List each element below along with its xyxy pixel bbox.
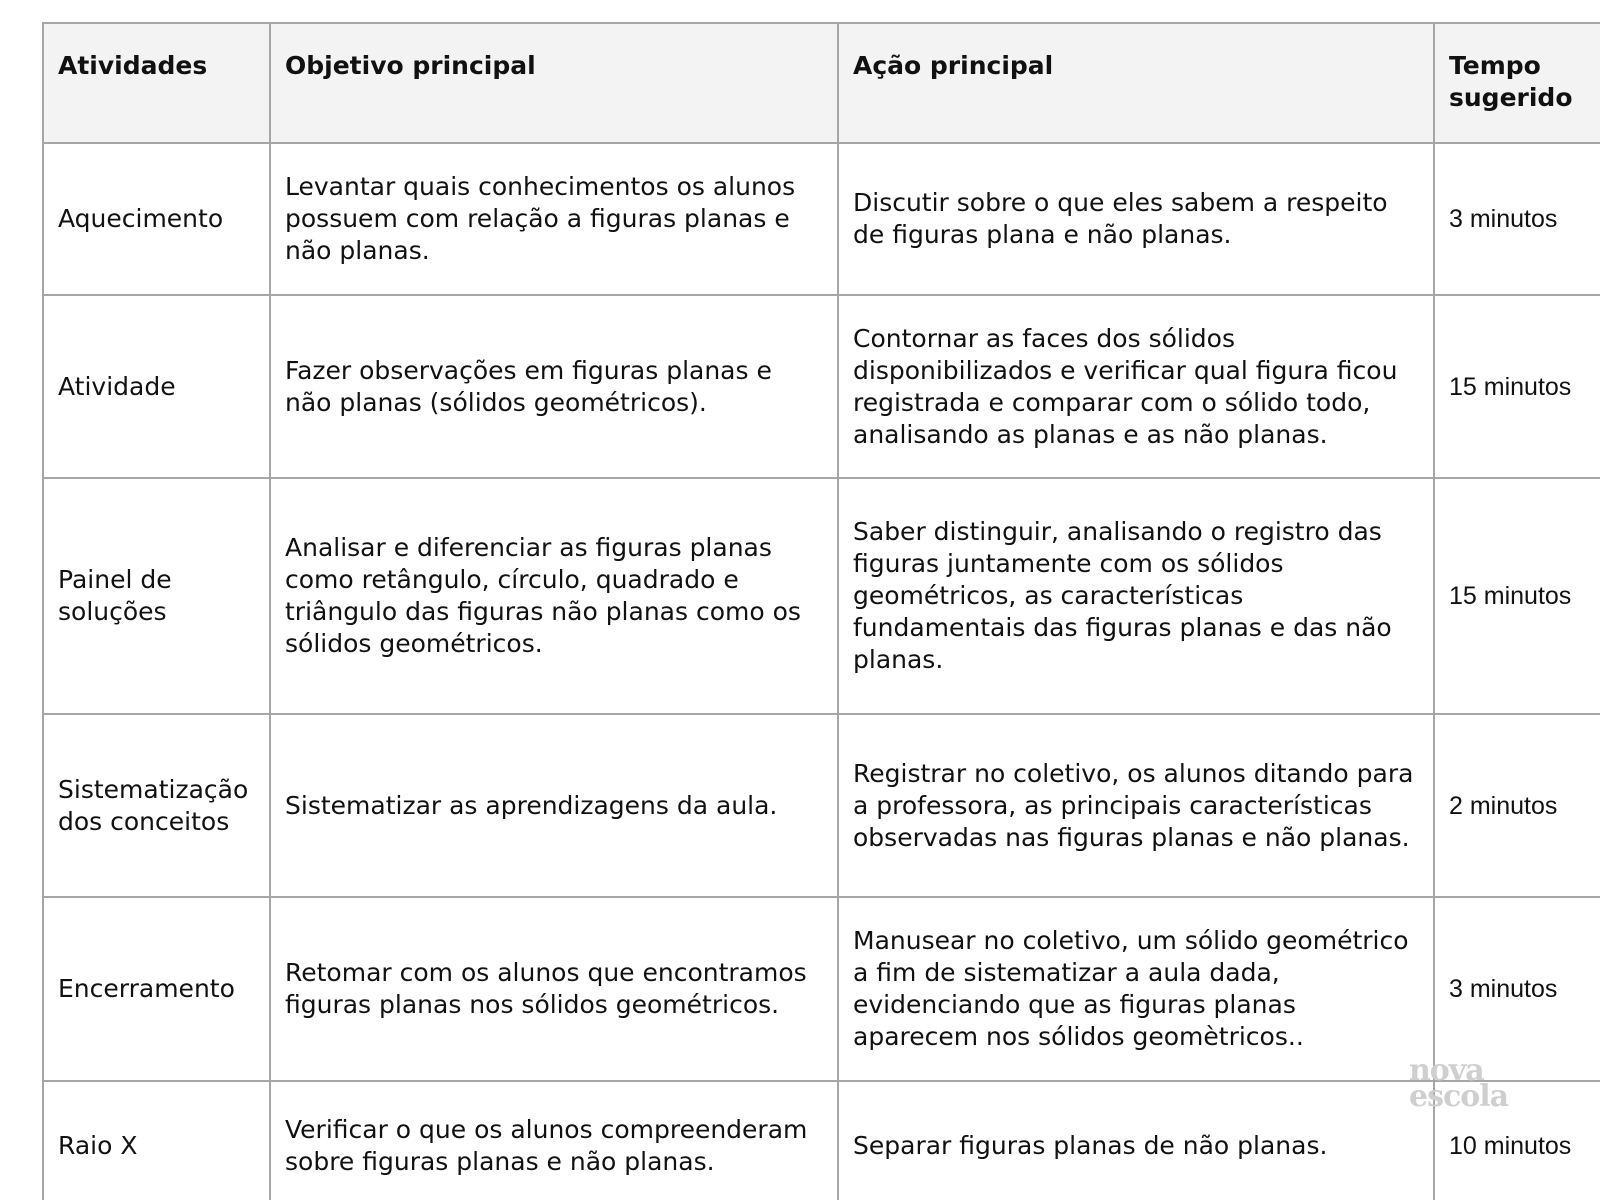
time-cell: 2 minutos xyxy=(1434,714,1600,897)
objective-cell: Levantar quais conhecimentos os alunos possuem com relação a figuras planas e não planas. xyxy=(270,143,838,295)
objective-cell: Verificar o que os alunos compreenderam sobre figuras planas e não planas. xyxy=(270,1081,838,1200)
table-row xyxy=(43,143,1600,295)
action-cell: Contornar as faces dos sólidos disponibilizados e verificar qual figura ficou registrada e comparar com o sólido todo, analisando as planas e as não planas. xyxy=(838,295,1434,478)
activity-cell: Sistematização dos conceitos xyxy=(43,714,270,897)
activity-cell: Encerramento xyxy=(43,897,270,1081)
header-tempo: Tempo sugerido xyxy=(1434,23,1600,143)
activity-cell: Raio X xyxy=(43,1081,270,1200)
action-cell: Manusear no coletivo, um sólido geométrico a fim de sistematizar a aula dada, evidenciando que as figuras planas aparecem nos sólidos geomètricos.. xyxy=(838,897,1434,1081)
objective-cell: Analisar e diferenciar as figuras planas como retângulo, círculo, quadrado e triângulo das figuras não planas como os sólidos geométricos. xyxy=(270,478,838,714)
activity-cell: Aquecimento xyxy=(43,143,270,295)
table-row xyxy=(43,1081,1600,1200)
time-cell: 3 minutos xyxy=(1434,143,1600,295)
time-cell: 15 minutos xyxy=(1434,295,1600,478)
watermark-line-1: nova xyxy=(1409,1053,1484,1088)
action-cell: Registrar no coletivo, os alunos ditando para a professora, as principais características observadas nas figuras planas e não planas. xyxy=(838,714,1434,897)
activity-cell: Painel de soluções xyxy=(43,478,270,714)
table-row xyxy=(43,897,1600,1081)
table-header-row xyxy=(43,23,1600,143)
action-cell: Discutir sobre o que eles sabem a respeito de figuras plana e não planas. xyxy=(838,143,1434,295)
action-cell: Saber distinguir, analisando o registro das figuras juntamente com os sólidos geométricos, as características fundamentais das figuras planas e das não planas. xyxy=(838,478,1434,714)
objective-cell: Fazer observações em figuras planas e não planas (sólidos geométricos). xyxy=(270,295,838,478)
table-row xyxy=(43,714,1600,897)
time-cell: 15 minutos xyxy=(1434,478,1600,714)
table-row xyxy=(43,295,1600,478)
action-cell: Separar figuras planas de não planas. xyxy=(838,1081,1434,1200)
activity-cell: Atividade xyxy=(43,295,270,478)
objective-cell: Retomar com os alunos que encontramos figuras planas nos sólidos geométricos. xyxy=(270,897,838,1081)
lesson-plan-table xyxy=(42,22,1600,1200)
header-atividades: Atividades xyxy=(43,23,270,143)
time-cell: 3 minutos xyxy=(1434,897,1600,1081)
objective-cell: Sistematizar as aprendizagens da aula. xyxy=(270,714,838,897)
header-acao: Ação principal xyxy=(838,23,1434,143)
watermark-line-2: escola xyxy=(1409,1079,1509,1114)
nova-escola-watermark xyxy=(1409,1053,1509,1114)
header-objetivo: Objetivo principal xyxy=(270,23,838,143)
time-cell: 10 minutos xyxy=(1434,1081,1600,1200)
table-row xyxy=(43,478,1600,714)
